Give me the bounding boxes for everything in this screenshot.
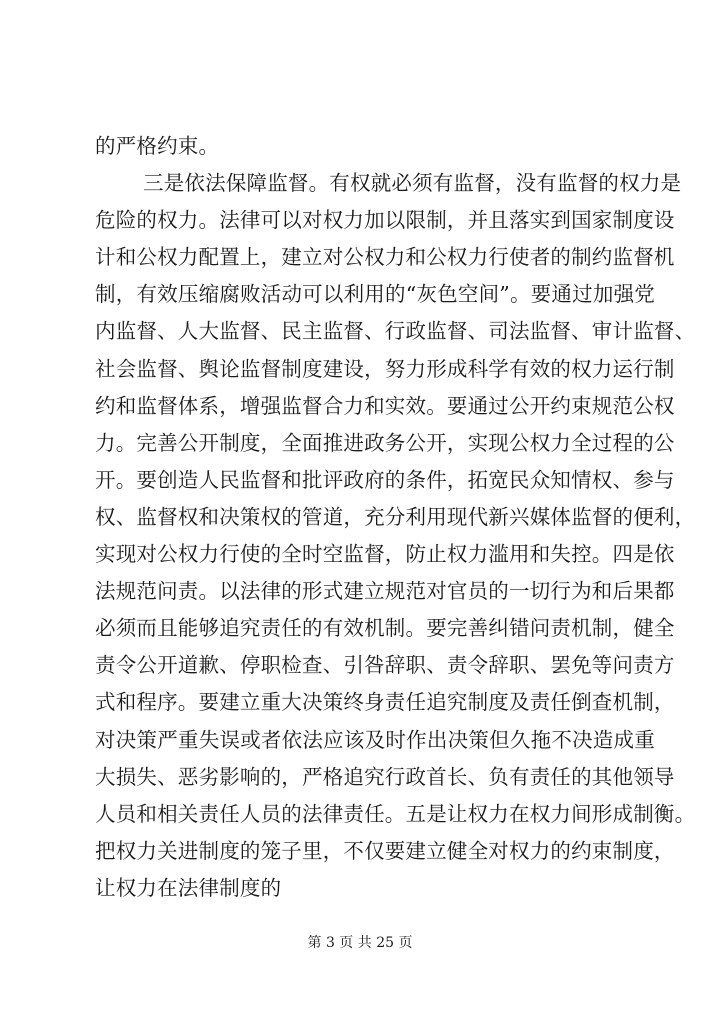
text-line: 实现对公权力行使的全时空监督，防止权力滥用和失控。四是依 xyxy=(95,542,675,567)
page-number-footer: 第 3 页 共 25 页 xyxy=(307,935,413,951)
text-line: 人员和相关责任人员的法律责任。五是让权力在权力间形成制衡。 xyxy=(95,801,696,826)
text-line: 把权力关进制度的笼子里，不仅要建立健全对权力的约束制度， xyxy=(95,838,675,863)
text-line: 权、监督权和决策权的管道，充分利用现代新兴媒体监督的便利， xyxy=(95,504,696,529)
text-line: 约和监督体系，增强监督合力和实效。要通过公开约束规范公权 xyxy=(95,393,675,418)
text-line: 责令公开道歉、停职检查、引咎辞职、责令辞职、罢免等问责方 xyxy=(95,653,675,678)
text-line: 开。要创造人民监督和批评政府的条件，拓宽民众知情权、参与 xyxy=(95,467,675,492)
text-line: 社会监督、舆论监督制度建设，努力形成科学有效的权力运行制 xyxy=(95,356,675,381)
text-line: 计和公权力配置上，建立对公权力和公权力行使者的制约监督机 xyxy=(95,245,675,270)
text-line: 三是依法保障监督。有权就必须有监督，没有监督的权力是 xyxy=(143,171,682,196)
text-line: 大损失、恶劣影响的，严格追究行政首长、负有责任的其他领导 xyxy=(95,764,675,789)
text-line: 危险的权力。法律可以对权力加以限制，并且落实到国家制度设 xyxy=(95,208,675,233)
text-line: 内监督、人大监督、民主监督、行政监督、司法监督、审计监督、 xyxy=(95,319,696,344)
text-line: 式和程序。要建立重大决策终身责任追究制度及责任倒查机制， xyxy=(95,690,675,715)
text-line: 法规范问责。以法律的形式建立规范对官员的一切行为和后果都 xyxy=(95,579,675,604)
text-line: 制，有效压缩腐败活动可以利用的“灰色空间”。要通过加强党 xyxy=(95,282,655,307)
text-line: 必须而且能够追究责任的有效机制。要完善纠错问责机制，健全 xyxy=(95,616,675,641)
text-line: 对决策严重失误或者依法应该及时作出决策但久拖不决造成重 xyxy=(95,727,655,752)
text-line: 让权力在法律制度的 xyxy=(95,875,282,900)
text-line: 的严格约束。 xyxy=(95,134,220,158)
body-text xyxy=(95,128,696,907)
text-line: 力。完善公开制度，全面推进政务公开，实现公权力全过程的公 xyxy=(95,430,675,455)
